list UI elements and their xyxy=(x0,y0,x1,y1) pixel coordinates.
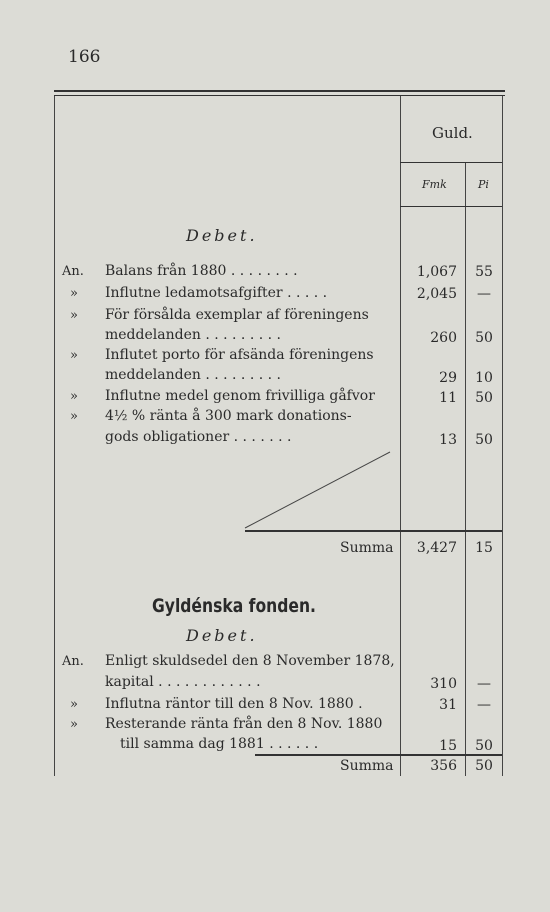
row-text: För försålda exemplar af föreningens xyxy=(105,307,369,323)
page-number: 166 xyxy=(68,47,101,67)
row-marks: 13 xyxy=(439,432,457,448)
row-prefix: An. xyxy=(62,264,84,279)
row-prefix: » xyxy=(70,348,78,363)
row-text-continued: meddelanden . . . . . . . . . xyxy=(105,327,281,343)
total-label: Summa xyxy=(340,540,394,556)
row-text-continued: gods obligationer . . . . . . . xyxy=(105,429,292,445)
total-rule xyxy=(245,530,502,532)
row-penni: 50 xyxy=(475,738,493,754)
debet-title: Debet. xyxy=(186,226,258,245)
total-rule-2 xyxy=(255,754,502,756)
total-marks: 3,427 xyxy=(416,540,457,556)
row-penni: 50 xyxy=(475,390,493,406)
row-marks: 29 xyxy=(439,370,457,386)
total-label-2: Summa xyxy=(340,758,394,774)
row-marks: 31 xyxy=(439,697,457,713)
row-marks: 2,045 xyxy=(416,286,457,302)
row-marks: 310 xyxy=(430,676,457,692)
row-penni: — xyxy=(477,286,491,302)
row-penni: 55 xyxy=(475,264,493,280)
row-prefix: » xyxy=(70,697,78,712)
total-penni: 15 xyxy=(475,540,493,556)
row-text: Influtna räntor till den 8 Nov. 1880 . xyxy=(105,696,363,712)
row-text: Resterande ränta från den 8 Nov. 1880 xyxy=(105,716,383,732)
row-text: Influtet porto för afsända föreningens xyxy=(105,347,374,363)
total-penni-2: 50 xyxy=(475,758,493,774)
row-text: Enligt skuldsedel den 8 November 1878, xyxy=(105,653,395,669)
row-prefix: » xyxy=(70,717,78,732)
row-prefix: » xyxy=(70,308,78,323)
row-text-continued: meddelanden . . . . . . . . . xyxy=(105,367,281,383)
row-text: Influtne medel genom frivilliga gåfvor xyxy=(105,388,375,404)
total-marks-2: 356 xyxy=(430,758,457,774)
row-text-continued: till samma dag 1881 . . . . . . xyxy=(120,736,319,752)
penni-column-header: Pi xyxy=(478,178,489,191)
row-prefix: » xyxy=(70,409,78,424)
row-text: Balans från 1880 . . . . . . . . xyxy=(105,263,298,279)
row-prefix: An. xyxy=(62,654,84,669)
row-text: 4½ % ränta å 300 mark donations- xyxy=(105,408,352,424)
row-penni: 10 xyxy=(475,370,493,386)
marks-column-header: Fmk xyxy=(422,178,447,191)
row-penni: 50 xyxy=(475,432,493,448)
row-marks: 1,067 xyxy=(416,264,457,280)
row-prefix: » xyxy=(70,286,78,301)
row-text-continued: kapital . . . . . . . . . . . . xyxy=(105,674,261,690)
debet-title-2: Debet. xyxy=(186,626,258,645)
currency-header: Guld. xyxy=(432,124,473,142)
row-text: Influtne ledamotsafgifter . . . . . xyxy=(105,285,328,301)
row-penni: — xyxy=(477,676,491,692)
row-marks: 15 xyxy=(439,738,457,754)
row-prefix: » xyxy=(70,389,78,404)
row-marks: 260 xyxy=(430,330,457,346)
row-penni: — xyxy=(477,697,491,713)
fund-heading: Gyldénska fonden. xyxy=(152,595,316,617)
row-marks: 11 xyxy=(439,390,457,406)
row-penni: 50 xyxy=(475,330,493,346)
